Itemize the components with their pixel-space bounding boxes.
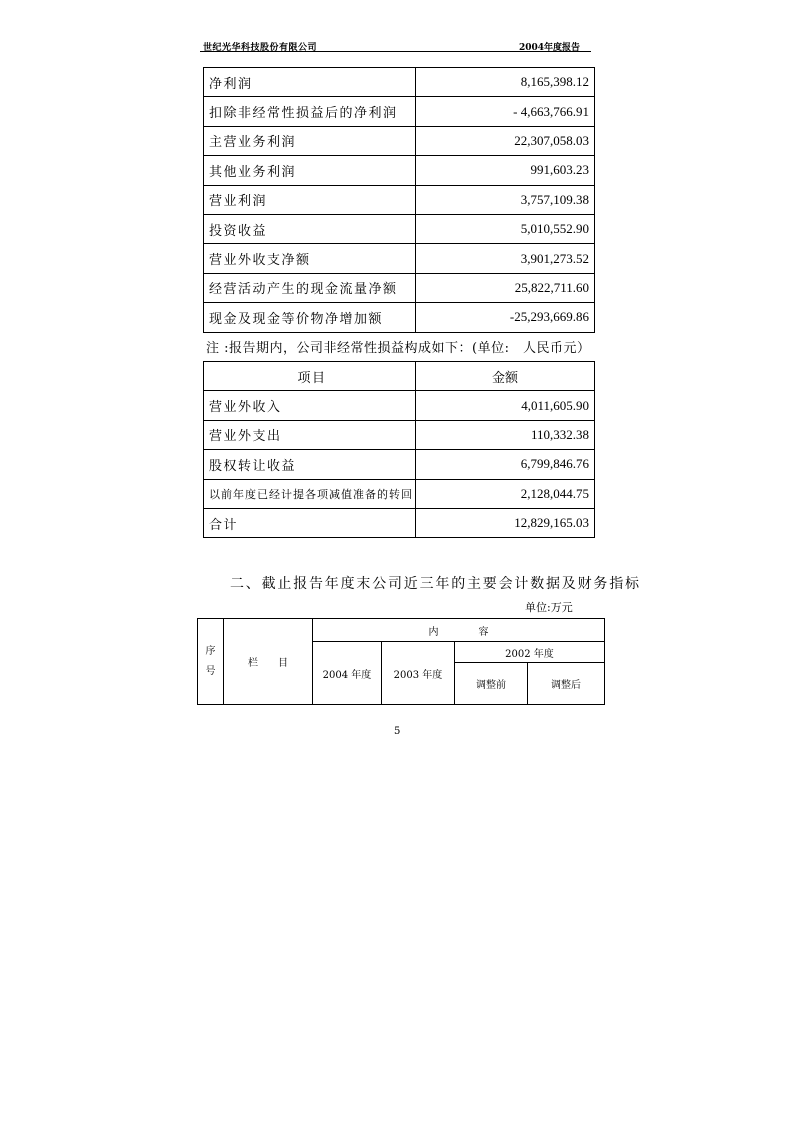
table-row bbox=[204, 126, 595, 155]
table-row bbox=[204, 97, 595, 126]
table-row bbox=[204, 420, 595, 449]
row-value: - 4,663,766.91 bbox=[416, 97, 595, 126]
header-company: 世纪光华科技股份有限公司 bbox=[203, 43, 318, 53]
row-label: 营业外收入 bbox=[204, 391, 416, 420]
seq-header bbox=[198, 619, 224, 705]
year-2003-header: 2003 年度 bbox=[382, 642, 455, 705]
row-label: 净利润 bbox=[204, 68, 416, 97]
page-number: 5 bbox=[394, 726, 401, 737]
table-row bbox=[204, 156, 595, 185]
row-value: 12,829,165.03 bbox=[416, 508, 595, 537]
table-row bbox=[204, 273, 595, 302]
row-value: 2,128,044.75 bbox=[416, 479, 595, 508]
row-label: 主营业务利润 bbox=[204, 126, 416, 155]
row-value: 25,822,711.60 bbox=[416, 273, 595, 302]
header-report-title: 2004年度报告 bbox=[519, 43, 581, 53]
before-adjust-header: 调整前 bbox=[455, 663, 528, 705]
table-row bbox=[204, 450, 595, 479]
column-header-item: 项目 bbox=[204, 362, 416, 391]
row-label: 投资收益 bbox=[204, 214, 416, 243]
table-row bbox=[204, 479, 595, 508]
table-header-row bbox=[204, 362, 595, 391]
row-value: 5,010,552.90 bbox=[416, 214, 595, 243]
item-header: 栏 目 bbox=[224, 619, 313, 705]
row-label: 合计 bbox=[204, 508, 416, 537]
year-2004-header: 2004 年度 bbox=[313, 642, 382, 705]
row-value: 4,011,605.90 bbox=[416, 391, 595, 420]
seq-header-bottom: 号 bbox=[205, 665, 216, 677]
row-label: 营业外支出 bbox=[204, 420, 416, 449]
nonrecurring-note: 注 :报告期内，公司非经常性损益构成如下：(单位: 人民币元） bbox=[206, 341, 591, 356]
year-2002-header: 2002 年度 bbox=[455, 642, 605, 663]
table-row bbox=[204, 391, 595, 420]
column-header-amount: 金额 bbox=[416, 362, 595, 391]
row-value: 6,799,846.76 bbox=[416, 450, 595, 479]
row-label: 股权转让收益 bbox=[204, 450, 416, 479]
row-value: 991,603.23 bbox=[416, 156, 595, 185]
table-row bbox=[204, 185, 595, 214]
three-year-summary-table bbox=[197, 618, 605, 705]
row-value: 3,901,273.52 bbox=[416, 244, 595, 273]
financial-summary-table bbox=[203, 67, 595, 333]
table-header-row bbox=[198, 619, 605, 642]
table-row bbox=[204, 508, 595, 537]
after-adjust-header: 调整后 bbox=[528, 663, 605, 705]
row-value: 22,307,058.03 bbox=[416, 126, 595, 155]
table-row bbox=[204, 244, 595, 273]
row-label: 扣除非经常性损益后的净利润 bbox=[204, 97, 416, 126]
table-row bbox=[204, 303, 595, 332]
nonrecurring-table bbox=[203, 361, 595, 538]
row-value: -25,293,669.86 bbox=[416, 303, 595, 332]
content-header: 内 容 bbox=[313, 619, 605, 642]
section-title: 二、截止报告年度末公司近三年的主要会计数据及财务指标 bbox=[230, 576, 641, 592]
row-value: 3,757,109.38 bbox=[416, 185, 595, 214]
row-label: 营业外收支净额 bbox=[204, 244, 416, 273]
table-row bbox=[204, 68, 595, 97]
row-label: 营业利润 bbox=[204, 185, 416, 214]
table-row bbox=[204, 214, 595, 243]
row-label: 经营活动产生的现金流量净额 bbox=[204, 273, 416, 302]
row-value: 8,165,398.12 bbox=[416, 68, 595, 97]
row-label: 以前年度已经计提各项减值准备的转回 bbox=[204, 479, 416, 508]
row-label: 其他业务利润 bbox=[204, 156, 416, 185]
seq-header-top: 序 bbox=[205, 645, 216, 657]
row-label: 现金及现金等价物净增加额 bbox=[204, 303, 416, 332]
row-value: 110,332.38 bbox=[416, 420, 595, 449]
unit-label: 单位:万元 bbox=[525, 601, 573, 614]
header-rule bbox=[200, 51, 591, 52]
